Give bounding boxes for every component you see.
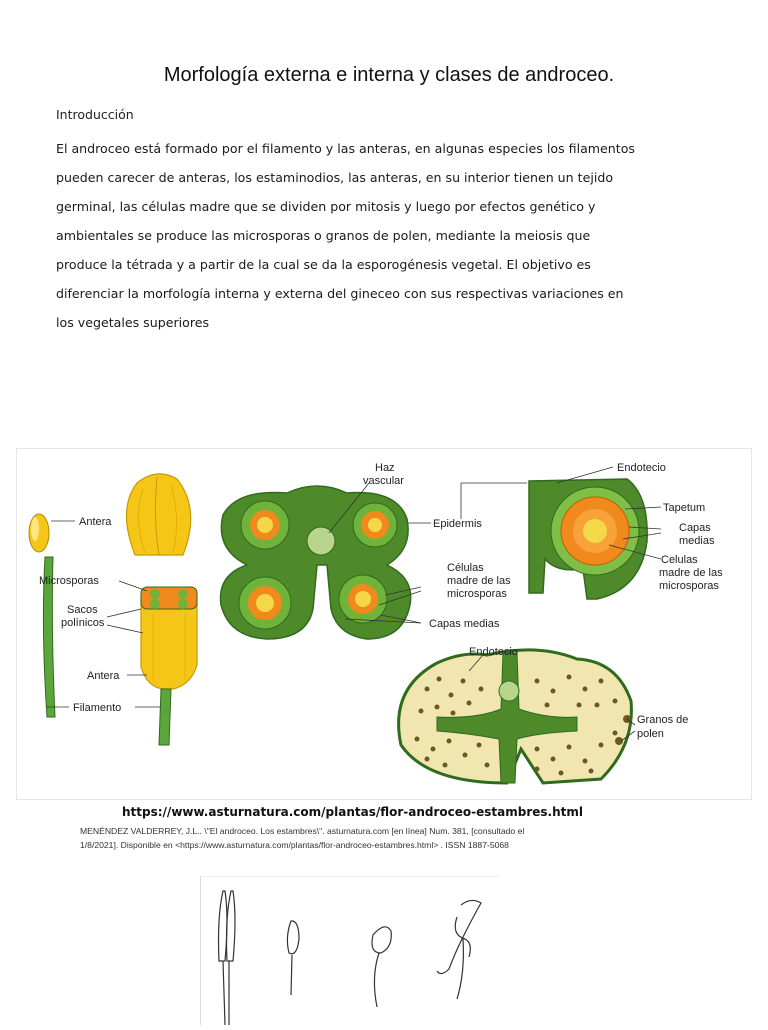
paragraph-line: germinal, las células madre que se dividen por mitosis y luego por efectos genético y bbox=[56, 199, 596, 214]
stamen-types-drawing bbox=[201, 877, 501, 1025]
citation-line: 1/8/2021]. Disponible en <https://www.asturnatura.com/plantas/flor-androceo-estambres.html> . ISSN 1887-5068 bbox=[80, 840, 509, 850]
label-microsporas-right: microsporas bbox=[659, 580, 719, 592]
label-filamento: Filamento bbox=[73, 702, 122, 714]
paragraph-line: pueden carecer de anteras, los estaminodios, las anteras, en su interior tienen un tejido bbox=[56, 170, 614, 185]
citation-line: MENÉNDEZ VALDERREY, J.L.. \"El androceo. Los estambres\". asturnatura.com [en línea] Num. 381, [consultado el bbox=[80, 826, 525, 836]
label-capas: Capas bbox=[679, 522, 711, 534]
pollen-sac-detail bbox=[529, 479, 647, 599]
label-polen: polen bbox=[637, 728, 664, 740]
label-madre-right: madre de las bbox=[659, 567, 723, 579]
stamen-drawing bbox=[29, 514, 55, 717]
label-sacos: Sacos bbox=[67, 604, 98, 616]
label-medias: medias bbox=[679, 535, 715, 547]
label-celulas-right: Celulas bbox=[661, 554, 698, 566]
label-endotecio-top: Endotecio bbox=[617, 462, 666, 474]
citation bbox=[80, 824, 600, 852]
paragraph-line: ambientales se produce las microsporas o granos de polen, mediante la meiosis que bbox=[56, 228, 591, 243]
label-microsporas-mid: microsporas bbox=[447, 588, 507, 600]
androceo-illustration bbox=[16, 448, 752, 800]
anther-top-drawing bbox=[126, 474, 190, 555]
label-epidermis: Epidermis bbox=[433, 518, 482, 530]
source-url: https://www.asturnatura.com/plantas/flor-androceo-estambres.html bbox=[122, 805, 584, 819]
label-vascular: vascular bbox=[363, 475, 404, 487]
androceo-diagram bbox=[17, 449, 753, 801]
label-antera-top: Antera bbox=[79, 516, 112, 528]
anther-section-drawing bbox=[141, 587, 197, 745]
stamen-types-illustration bbox=[200, 876, 501, 1025]
label-haz: Haz bbox=[375, 462, 395, 474]
label-madre-de-las: madre de las bbox=[447, 575, 511, 587]
paragraph-line: produce la tétrada y a partir de la cual se da la esporogénesis vegetal. El objetivo es bbox=[56, 257, 591, 272]
label-antera-bottom: Antera bbox=[87, 670, 120, 682]
anther-cross-section bbox=[221, 486, 411, 639]
paragraph-line: los vegetales superiores bbox=[56, 315, 210, 330]
section-heading: Introducción bbox=[56, 107, 134, 122]
mature-anther-section bbox=[399, 650, 632, 783]
label-microsporas: Microsporas bbox=[39, 575, 99, 587]
label-polinicos: polínicos bbox=[61, 617, 105, 629]
label-tapetum: Tapetum bbox=[663, 502, 706, 514]
label-capas-medias: Capas medias bbox=[429, 618, 500, 630]
paragraph-line: El androceo está formado por el filamento y las anteras, en algunas especies los filamentos bbox=[56, 141, 635, 156]
label-granos-de: Granos de bbox=[637, 714, 689, 726]
label-endotecio-bottom: Endotecio bbox=[469, 646, 518, 658]
page-title: Morfología externa e interna y clases de androceo. bbox=[163, 64, 615, 86]
label-celulas: Células bbox=[447, 562, 484, 574]
intro-paragraph bbox=[56, 134, 676, 337]
paragraph-line: diferenciar la morfología interna y externa del gineceo con sus respectivas variaciones en bbox=[56, 286, 624, 301]
